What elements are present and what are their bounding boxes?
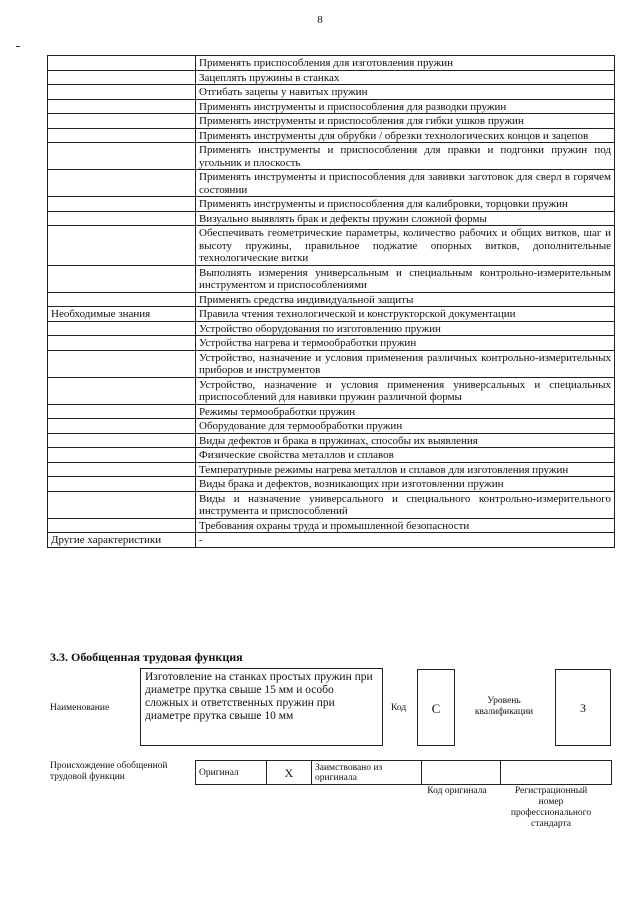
table-row <box>48 292 615 307</box>
row-category <box>48 321 196 336</box>
row-text: Устройство, назначение и условия применения универсальных и специальных приспособлений для навивки пружин различной формы <box>196 377 615 404</box>
borrowed-label: Заимствовано из оригинала <box>312 761 422 785</box>
page-number: 8 <box>317 14 323 26</box>
row-text: Применять приспособления для изготовления пружин <box>196 56 615 71</box>
table-row <box>48 404 615 419</box>
row-text: Оборудование для термообработки пружин <box>196 419 615 434</box>
row-text: Выполнять измерения универсальным и специальным контрольно-измерительным инструментом и приспособлениями <box>196 265 615 292</box>
row-text: Применять инструменты для обрубки / обрезки технологических концов и зацепов <box>196 128 615 143</box>
row-text: - <box>196 533 615 548</box>
row-text: Применять инструменты и приспособления для разводки пружин <box>196 99 615 114</box>
row-category <box>48 226 196 266</box>
table-row <box>48 170 615 197</box>
table-row <box>48 114 615 129</box>
table-row <box>48 70 615 85</box>
row-category <box>48 518 196 533</box>
table-row <box>48 128 615 143</box>
table-row <box>48 377 615 404</box>
row-category <box>48 377 196 404</box>
origin-table <box>195 760 612 785</box>
reg-number-label: Регистрационный номер профессионального стандарта <box>510 786 592 829</box>
table-row <box>48 462 615 477</box>
function-name-box: Изготовление на станках простых пружин при диаметре прутка свыше 15 мм и особо сложных и ответственных пружин при диаметре прутка свыше 10 мм <box>140 668 383 746</box>
row-category: Необходимые знания <box>48 307 196 322</box>
reg-number-cell <box>501 761 612 785</box>
row-text: Температурные режимы нагрева металлов и сплавов для изготовления пружин <box>196 462 615 477</box>
table-row <box>48 197 615 212</box>
row-category <box>48 197 196 212</box>
table-row <box>48 307 615 322</box>
row-category <box>48 477 196 492</box>
table-row <box>48 533 615 548</box>
table-row <box>48 321 615 336</box>
row-category <box>48 491 196 518</box>
row-category <box>48 433 196 448</box>
code-original-label: Код оригинала <box>427 786 487 796</box>
row-text: Виды дефектов и брака в пружинах, способы их выявления <box>196 433 615 448</box>
table-row <box>48 419 615 434</box>
row-text: Требования охраны труда и промышленной безопасности <box>196 518 615 533</box>
row-text: Применять инструменты и приспособления для завивки заготовок для сверл в горячем состоянии <box>196 170 615 197</box>
row-category <box>48 336 196 351</box>
row-text: Физические свойства металлов и сплавов <box>196 448 615 463</box>
row-category <box>48 350 196 377</box>
margin-mark <box>16 46 20 47</box>
row-category <box>48 70 196 85</box>
row-category <box>48 114 196 129</box>
table-row <box>48 226 615 266</box>
row-category <box>48 292 196 307</box>
code-original-cell <box>422 761 501 785</box>
table-row <box>48 143 615 170</box>
row-category <box>48 99 196 114</box>
row-text: Зацеплять пружины в станках <box>196 70 615 85</box>
row-category <box>48 143 196 170</box>
table-row <box>48 336 615 351</box>
row-text: Применять инструменты и приспособления для гибки ушков пружин <box>196 114 615 129</box>
code-value-box: С <box>417 669 455 746</box>
table-row <box>48 56 615 71</box>
row-category <box>48 265 196 292</box>
table-row <box>48 491 615 518</box>
name-label: Наименование <box>50 703 110 713</box>
row-category <box>48 56 196 71</box>
table-row <box>48 477 615 492</box>
original-label: Оригинал <box>196 761 267 785</box>
table-row <box>48 85 615 100</box>
table-row <box>48 99 615 114</box>
level-value-box: 3 <box>555 669 611 746</box>
row-text: Обеспечивать геометрические параметры, количество рабочих и общих витков, шаг и высоту пружины, правильное поджатие опорных витков, дополнительные технологические витки <box>196 226 615 266</box>
row-text: Устройства нагрева и термообработки пружин <box>196 336 615 351</box>
origin-label: Происхождение обобщенной трудовой функции <box>50 761 168 782</box>
row-text: Отгибать зацепы у навитых пружин <box>196 85 615 100</box>
table-row <box>48 433 615 448</box>
row-text: Виды и назначение универсального и специального контрольно-измерительного инструмента и приспособлений <box>196 491 615 518</box>
row-category <box>48 419 196 434</box>
table-row <box>48 211 615 226</box>
row-category <box>48 170 196 197</box>
row-category <box>48 85 196 100</box>
original-mark: X <box>267 761 312 785</box>
table-row <box>48 518 615 533</box>
row-text: Визуально выявлять брак и дефекты пружин сложной формы <box>196 211 615 226</box>
row-text: Виды брака и дефектов, возникающих при изготовлении пружин <box>196 477 615 492</box>
row-category <box>48 404 196 419</box>
row-text: Применять средства индивидуальной защиты <box>196 292 615 307</box>
row-text: Применять инструменты и приспособления для калибровки, торцовки пружин <box>196 197 615 212</box>
row-category <box>48 128 196 143</box>
table-row <box>48 265 615 292</box>
row-text: Устройство оборудования по изготовлению пружин <box>196 321 615 336</box>
row-text: Устройство, назначение и условия применения различных контрольно-измерительных приборов и инструментов <box>196 350 615 377</box>
section-heading: 3.3. Обобщенная трудовая функция <box>50 650 243 664</box>
skills-knowledge-table <box>47 55 615 548</box>
row-category <box>48 448 196 463</box>
row-text: Правила чтения технологической и конструкторской документации <box>196 307 615 322</box>
table-row <box>48 350 615 377</box>
table-row <box>48 448 615 463</box>
level-label: Уровень квалификации <box>474 696 534 717</box>
row-text: Применять инструменты и приспособления для правки и подгонки пружин под угольник и плоскость <box>196 143 615 170</box>
row-text: Режимы термообработки пружин <box>196 404 615 419</box>
row-category: Другие характеристики <box>48 533 196 548</box>
row-category <box>48 462 196 477</box>
code-label: Код <box>391 703 407 713</box>
row-category <box>48 211 196 226</box>
